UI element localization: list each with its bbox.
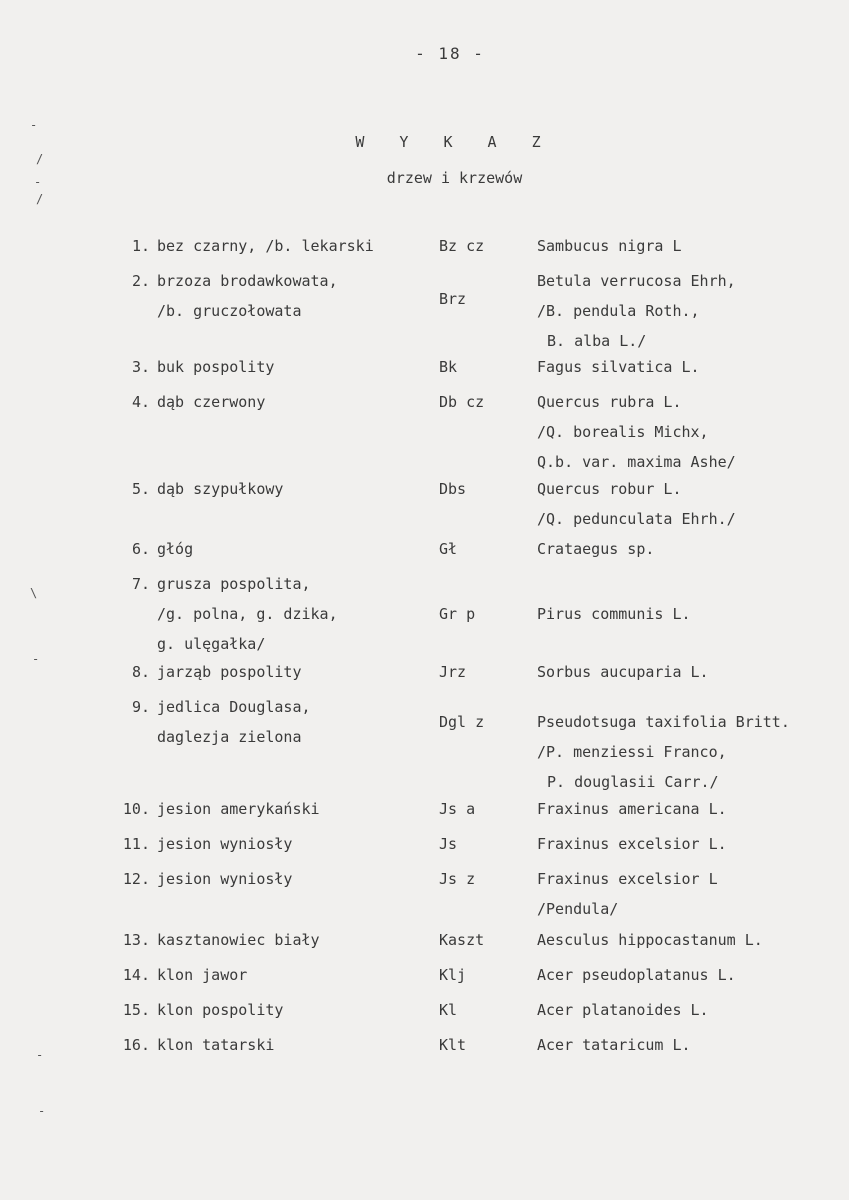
abbreviation: Klt bbox=[439, 1036, 467, 1054]
polish-name bbox=[157, 794, 427, 824]
latin-name-line: Fraxinus excelsior L. bbox=[537, 835, 727, 853]
abbreviation: Bz cz bbox=[439, 237, 485, 255]
item-number: 13. bbox=[122, 931, 150, 949]
scan-mark: - bbox=[36, 1048, 44, 1062]
polish-name bbox=[157, 534, 427, 564]
polish-name-line: daglezja zielona bbox=[157, 728, 302, 746]
polish-name-line: jedlica Douglasa, bbox=[157, 698, 311, 716]
polish-name-line: grusza pospolita, bbox=[157, 575, 311, 593]
scan-mark: - bbox=[32, 652, 40, 666]
abbreviation: Klj bbox=[439, 966, 467, 984]
polish-name-line: klon pospolity bbox=[157, 1001, 284, 1019]
latin-name bbox=[537, 707, 849, 797]
polish-name-line: jarząb pospolity bbox=[157, 663, 302, 681]
item-number: 1. bbox=[131, 237, 150, 255]
item-number: 10. bbox=[122, 800, 150, 818]
polish-name bbox=[157, 864, 427, 894]
abbreviation: Dgl z bbox=[439, 713, 485, 731]
latin-name bbox=[537, 599, 849, 629]
latin-name-line: Fagus silvatica L. bbox=[537, 358, 700, 376]
latin-name-line: Fraxinus americana L. bbox=[537, 800, 727, 818]
polish-name-line: bez czarny, /b. lekarski bbox=[157, 237, 374, 255]
polish-name-line: jesion amerykański bbox=[157, 800, 320, 818]
latin-name-line: Sorbus aucuparia L. bbox=[537, 663, 709, 681]
document-title: W Y K A Z bbox=[355, 133, 554, 151]
item-number: 12. bbox=[122, 870, 150, 888]
latin-name-line: Quercus rubra L. bbox=[537, 393, 682, 411]
latin-name-line: Q.b. var. maxima Ashe/ bbox=[537, 453, 736, 471]
item-number: 5. bbox=[131, 480, 150, 498]
scan-mark: \ bbox=[30, 586, 38, 600]
latin-name bbox=[537, 1030, 849, 1060]
abbreviation: Js bbox=[439, 835, 458, 853]
latin-name-line: /Q. borealis Michx, bbox=[537, 423, 709, 441]
item-number: 6. bbox=[131, 540, 150, 558]
latin-name bbox=[537, 829, 849, 859]
abbreviation: Bk bbox=[439, 358, 458, 376]
polish-name-line: klon jawor bbox=[157, 966, 248, 984]
latin-name bbox=[537, 925, 849, 955]
latin-name-line: Acer platanoides L. bbox=[537, 1001, 709, 1019]
latin-name bbox=[537, 352, 849, 382]
scan-mark: / bbox=[36, 192, 44, 206]
item-number: 2. bbox=[131, 272, 150, 290]
item-number: 15. bbox=[122, 1001, 150, 1019]
item-number: 16. bbox=[122, 1036, 150, 1054]
abbreviation: Gł bbox=[439, 540, 458, 558]
polish-name bbox=[157, 960, 427, 990]
abbreviation: Gr p bbox=[439, 605, 476, 623]
polish-name-line: /b. gruczołowata bbox=[157, 302, 302, 320]
abbreviation: Js a bbox=[439, 800, 476, 818]
item-number: 3. bbox=[131, 358, 150, 376]
polish-name bbox=[157, 474, 427, 504]
latin-name-line: /Q. pedunculata Ehrh./ bbox=[537, 510, 736, 528]
polish-name bbox=[157, 995, 427, 1025]
polish-name bbox=[157, 657, 427, 687]
abbreviation: Brz bbox=[439, 290, 467, 308]
latin-name-line: Quercus robur L. bbox=[537, 480, 682, 498]
latin-name bbox=[537, 534, 849, 564]
abbreviation: Db cz bbox=[439, 393, 485, 411]
latin-name bbox=[537, 864, 849, 924]
scan-mark: / bbox=[36, 152, 44, 166]
latin-name bbox=[537, 960, 849, 990]
latin-name-line: Acer pseudoplatanus L. bbox=[537, 966, 736, 984]
polish-name bbox=[157, 1030, 427, 1060]
latin-name bbox=[537, 231, 849, 261]
latin-name-line: /Pendula/ bbox=[537, 900, 619, 918]
latin-name-line: B. alba L./ bbox=[547, 332, 647, 350]
latin-name-line: /B. pendula Roth., bbox=[537, 302, 700, 320]
abbreviation: Jrz bbox=[439, 663, 467, 681]
polish-name bbox=[157, 925, 427, 955]
latin-name-line: /P. menziessi Franco, bbox=[537, 743, 727, 761]
latin-name-line: Pseudotsuga taxifolia Britt. bbox=[537, 713, 790, 731]
latin-name-line: Fraxinus excelsior L bbox=[537, 870, 718, 888]
polish-name-line: jesion wyniosły bbox=[157, 835, 293, 853]
latin-name-line: Pirus communis L. bbox=[537, 605, 691, 623]
polish-name-line: /g. polna, g. dzika, bbox=[157, 605, 338, 623]
polish-name bbox=[157, 231, 427, 261]
polish-name-line: buk pospolity bbox=[157, 358, 275, 376]
polish-name-line: głóg bbox=[157, 540, 194, 558]
polish-name-line: dąb szypułkowy bbox=[157, 480, 284, 498]
polish-name bbox=[157, 387, 427, 417]
latin-name bbox=[537, 657, 849, 687]
latin-name-line: P. douglasii Carr./ bbox=[547, 773, 719, 791]
latin-name-line: Sambucus nigra L bbox=[537, 237, 682, 255]
abbreviation: Kaszt bbox=[439, 931, 485, 949]
latin-name bbox=[537, 794, 849, 824]
latin-name bbox=[537, 474, 849, 534]
abbreviation: Js z bbox=[439, 870, 476, 888]
scan-mark: - bbox=[38, 1104, 46, 1118]
document-subtitle: drzew i krzewów bbox=[386, 169, 523, 187]
latin-name-line: Aesculus hippocastanum L. bbox=[537, 931, 763, 949]
polish-name bbox=[157, 829, 427, 859]
polish-name-line: kasztanowiec biały bbox=[157, 931, 320, 949]
latin-name-line: Betula verrucosa Ehrh, bbox=[537, 272, 736, 290]
item-number: 8. bbox=[131, 663, 150, 681]
polish-name-line: g. ulęgałka/ bbox=[157, 635, 266, 653]
polish-name-line: brzoza brodawkowata, bbox=[157, 272, 338, 290]
item-number: 7. bbox=[131, 575, 150, 593]
latin-name bbox=[537, 387, 849, 477]
item-number: 11. bbox=[122, 835, 150, 853]
polish-name bbox=[157, 692, 427, 752]
latin-name bbox=[537, 266, 849, 356]
polish-name-line: jesion wyniosły bbox=[157, 870, 293, 888]
scan-mark: - bbox=[34, 175, 42, 189]
item-number: 9. bbox=[131, 698, 150, 716]
latin-name-line: Acer tataricum L. bbox=[537, 1036, 691, 1054]
polish-name-line: klon tatarski bbox=[157, 1036, 275, 1054]
latin-name bbox=[537, 995, 849, 1025]
polish-name bbox=[157, 352, 427, 382]
item-number: 4. bbox=[131, 393, 150, 411]
abbreviation: Kl bbox=[439, 1001, 458, 1019]
page-number: - 18 - bbox=[415, 44, 485, 63]
latin-name-line: Crataegus sp. bbox=[537, 540, 655, 558]
polish-name-line: dąb czerwony bbox=[157, 393, 266, 411]
abbreviation: Dbs bbox=[439, 480, 467, 498]
item-number: 14. bbox=[122, 966, 150, 984]
polish-name bbox=[157, 569, 427, 659]
scan-mark: - bbox=[30, 118, 38, 132]
polish-name bbox=[157, 266, 427, 326]
